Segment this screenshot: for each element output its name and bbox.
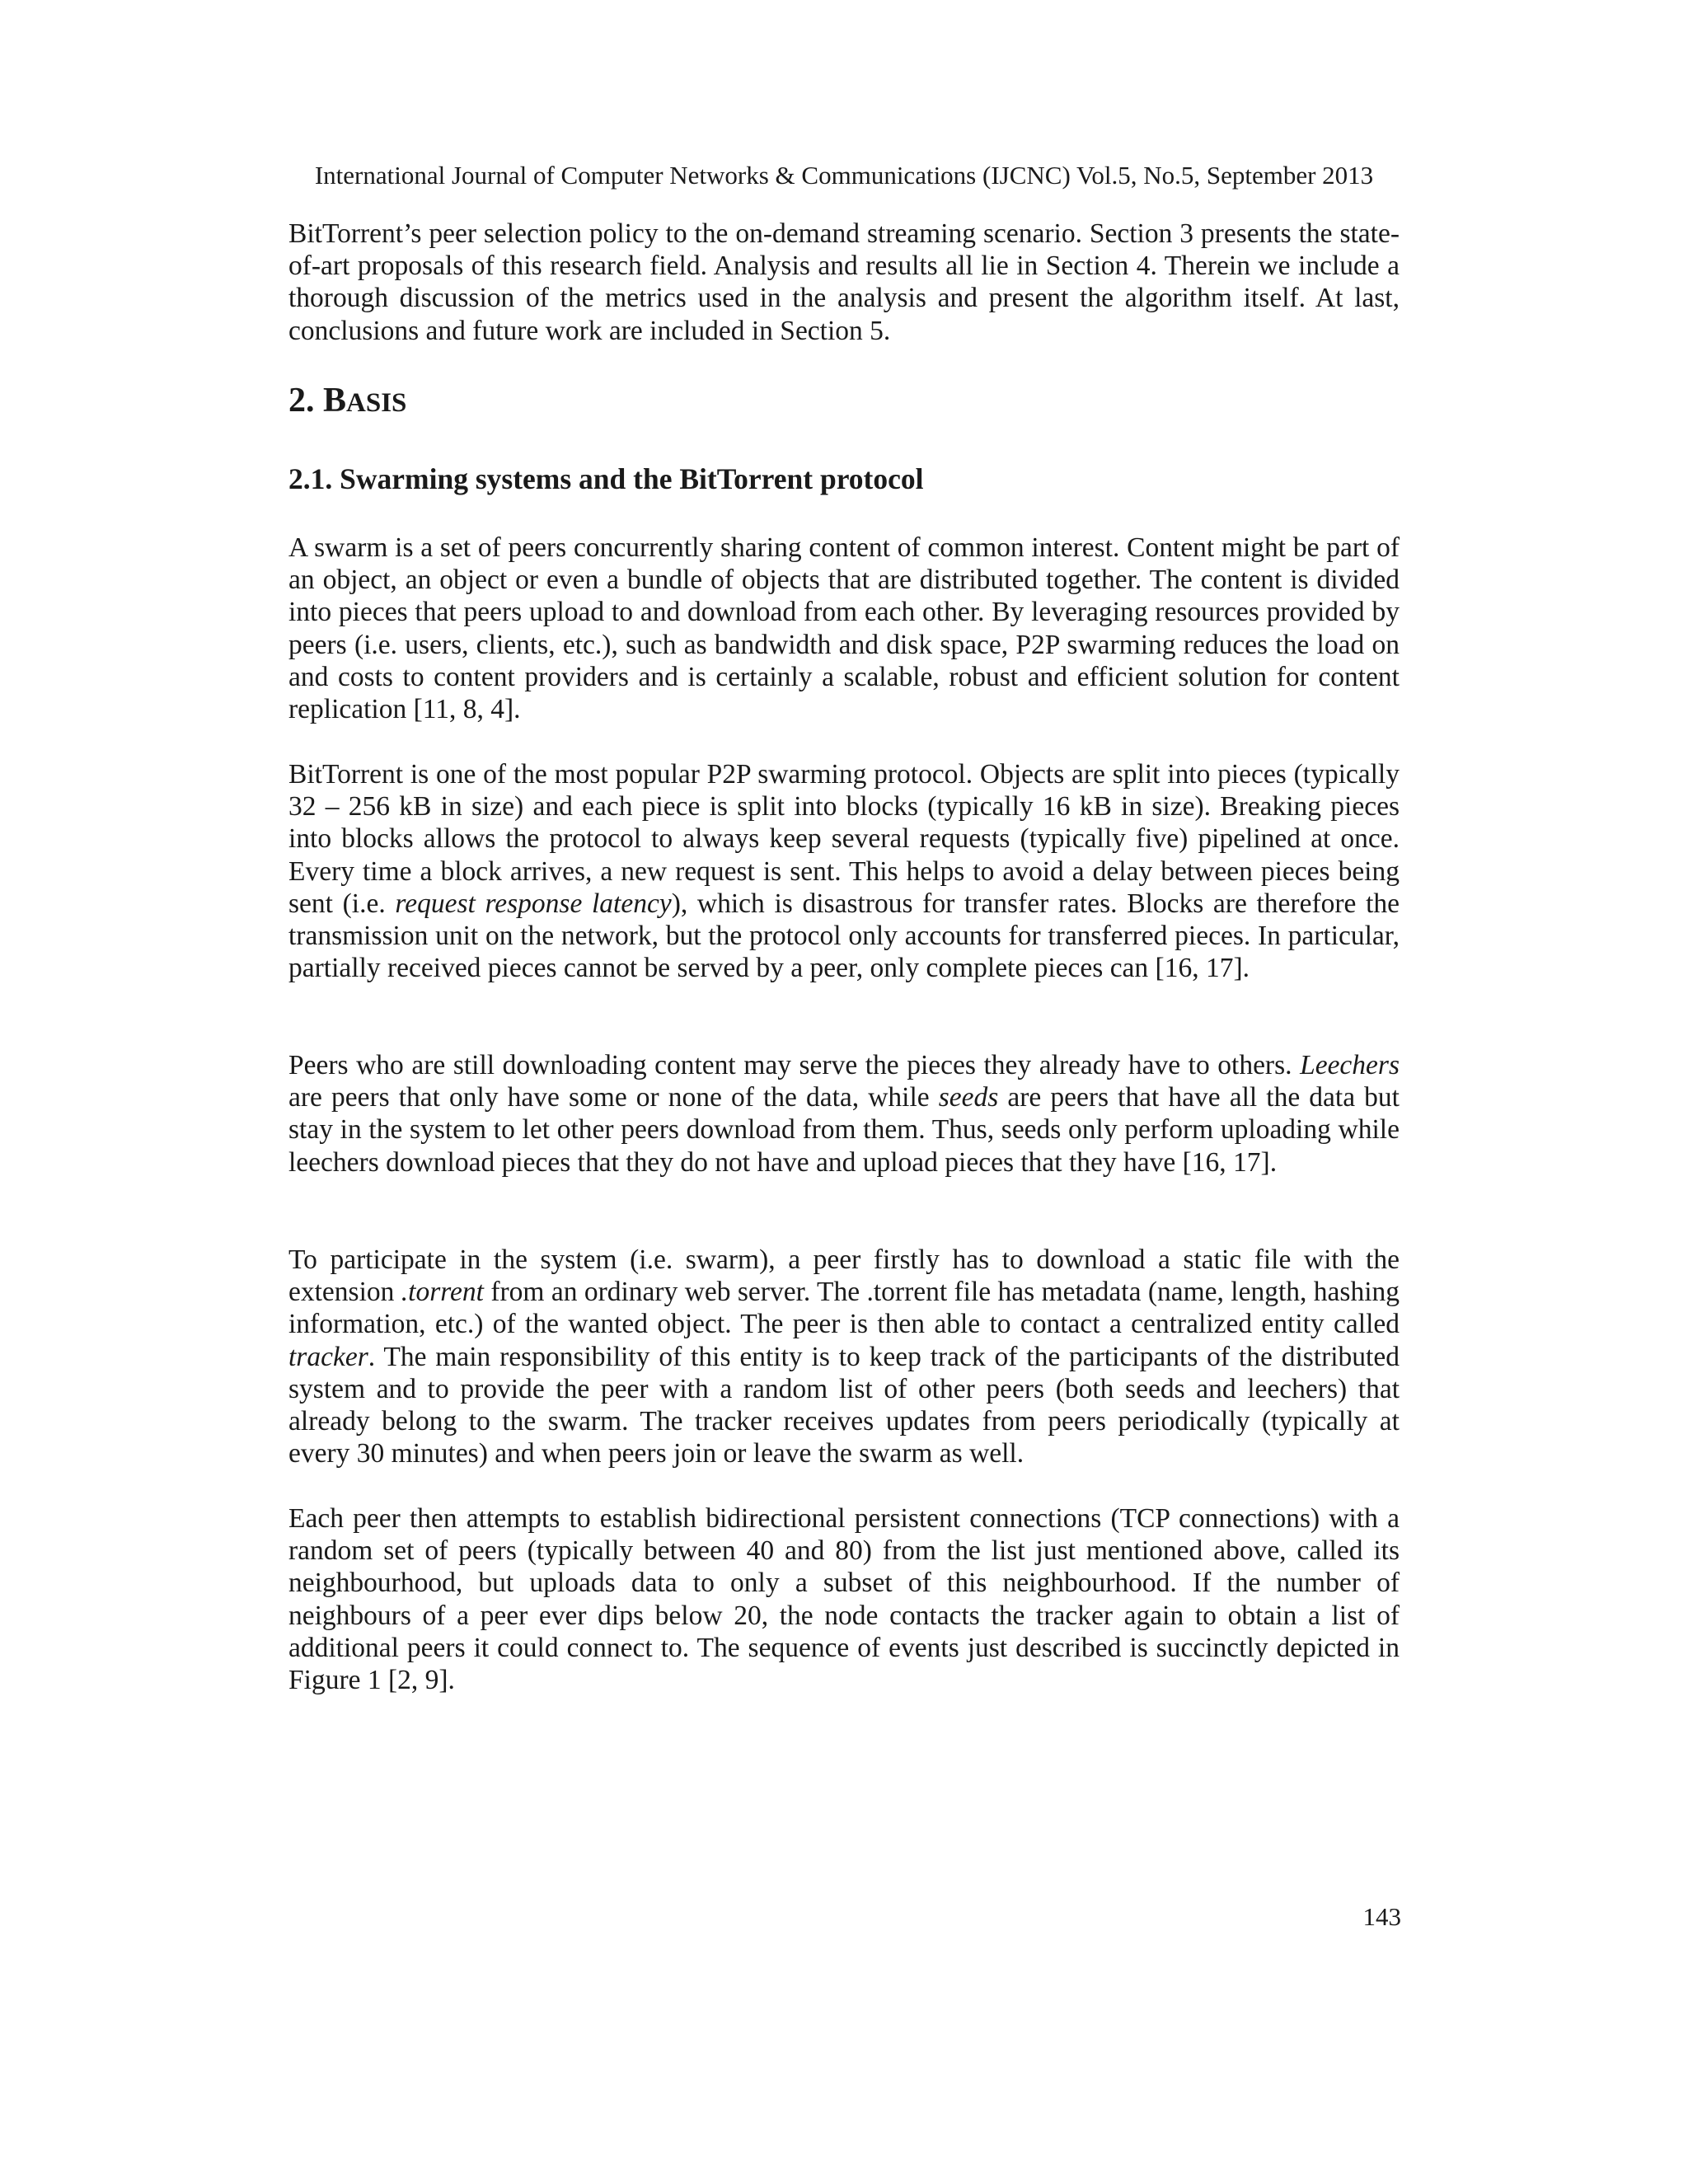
paragraph-swarm: A swarm is a set of peers concurrently sharing content of common interest. Content might be part of an object, an object or even a bundle of objects that are distributed together. The content is divided into pieces that peers upload to and download from each other. By leveraging resources provided by peers (i.e. users, clients, etc.), such as bandwidth and disk space, P2P swarming reduces the load on and costs to content providers and is certainly a scalable, robust and efficient solution for content replication [11, 8, 4].: [288, 532, 1400, 725]
request-response-latency-term: request response latency: [395, 888, 672, 919]
paragraph-neighbourhood: Each peer then attempts to establish bidirectional persistent connections (TCP connections) with a random set of peers (typically between 40 and 80) from the list just mentioned above, called its neighbourhood, but uploads data to only a subset of this neighbourhood. If the number of neighbours of a peer ever dips below 20, the node contacts the tracker again to obtain a list of additional peers it could connect to. The sequence of events just described is succinctly depicted in Figure 1 [2, 9].: [288, 1503, 1400, 1696]
peers-text-start: Peers who are still downloading content may serve the pieces they already have to others.: [288, 1050, 1301, 1080]
peers-text-end: are peers that have all the data but stay in the system to let other peers download from them. Thus, seeds only perform uploading while leechers download pieces that they do not have and upload pieces that they have [16, 17].: [288, 1082, 1400, 1178]
page-number: 143: [1362, 1902, 1401, 1931]
section-title-initial: B: [323, 382, 347, 419]
leechers-term: Leechers: [1300, 1050, 1400, 1080]
tracker-term: tracker: [288, 1341, 368, 1372]
paragraph-participate: [288, 1244, 1400, 1469]
paragraph-bittorrent: [288, 758, 1400, 984]
running-header: International Journal of Computer Networks & Communications (IJCNC) Vol.5, No.5, September 2013: [314, 161, 1374, 190]
section-number: 2.: [288, 382, 323, 419]
intro-paragraph: BitTorrent’s peer selection policy to the on-demand streaming scenario. Section 3 presents the state-of-art proposals of this research field. Analysis and results all lie in Section 4. Therein we include a thorough discussion of the metrics used in the analysis and present the algorithm itself. At last, conclusions and future work are included in Section 5.: [288, 218, 1400, 346]
torrent-extension-term: .torrent: [401, 1277, 484, 1308]
participate-text-middle: from an ordinary web server. The .torrent file has metadata (name, length, hashing information, etc.) of the wanted object. The peer is then able to contact a centralized entity called: [288, 1277, 1400, 1340]
seeds-term: seeds: [938, 1082, 999, 1113]
subsection-heading: 2.1. Swarming systems and the BitTorrent protocol: [288, 462, 924, 495]
section-title-rest: ASIS: [346, 388, 407, 418]
peers-text-middle: are peers that only have some or none of the data, while: [288, 1082, 939, 1113]
participate-text-end: . The main responsibility of this entity is to keep track of the participants of the distributed system and to provide the peer with a random list of other peers (both seeds and leechers) that already belong to the swarm. The tracker receives updates from peers periodically (typically at every 30 minutes) and when peers join or leave the swarm as well.: [288, 1341, 1400, 1469]
participate-text-start: To participate in the system (i.e. swarm), a peer firstly has to download a static file with the extension: [288, 1244, 1400, 1308]
paragraph-peers: [288, 1049, 1400, 1179]
section-heading: [288, 379, 406, 424]
bittorrent-text-end: ), which is disastrous for transfer rates. Blocks are therefore the transmission unit on the network, but the protocol only accounts for transferred pieces. In particular, partially received pieces cannot be served by a peer, only complete pieces can [16, 17].: [288, 888, 1400, 984]
bittorrent-text-start: BitTorrent is one of the most popular P2P swarming protocol. Objects are split into pieces (typically 32 – 256 kB in size) and each piece is split into blocks (typically 16 kB in size). Breaking pieces into blocks allows the protocol to always keep several requests (typically five) pipelined at once. Every time a block arrives, a new request is sent. This helps to avoid a delay between pieces being sent (i.e.: [288, 759, 1400, 919]
